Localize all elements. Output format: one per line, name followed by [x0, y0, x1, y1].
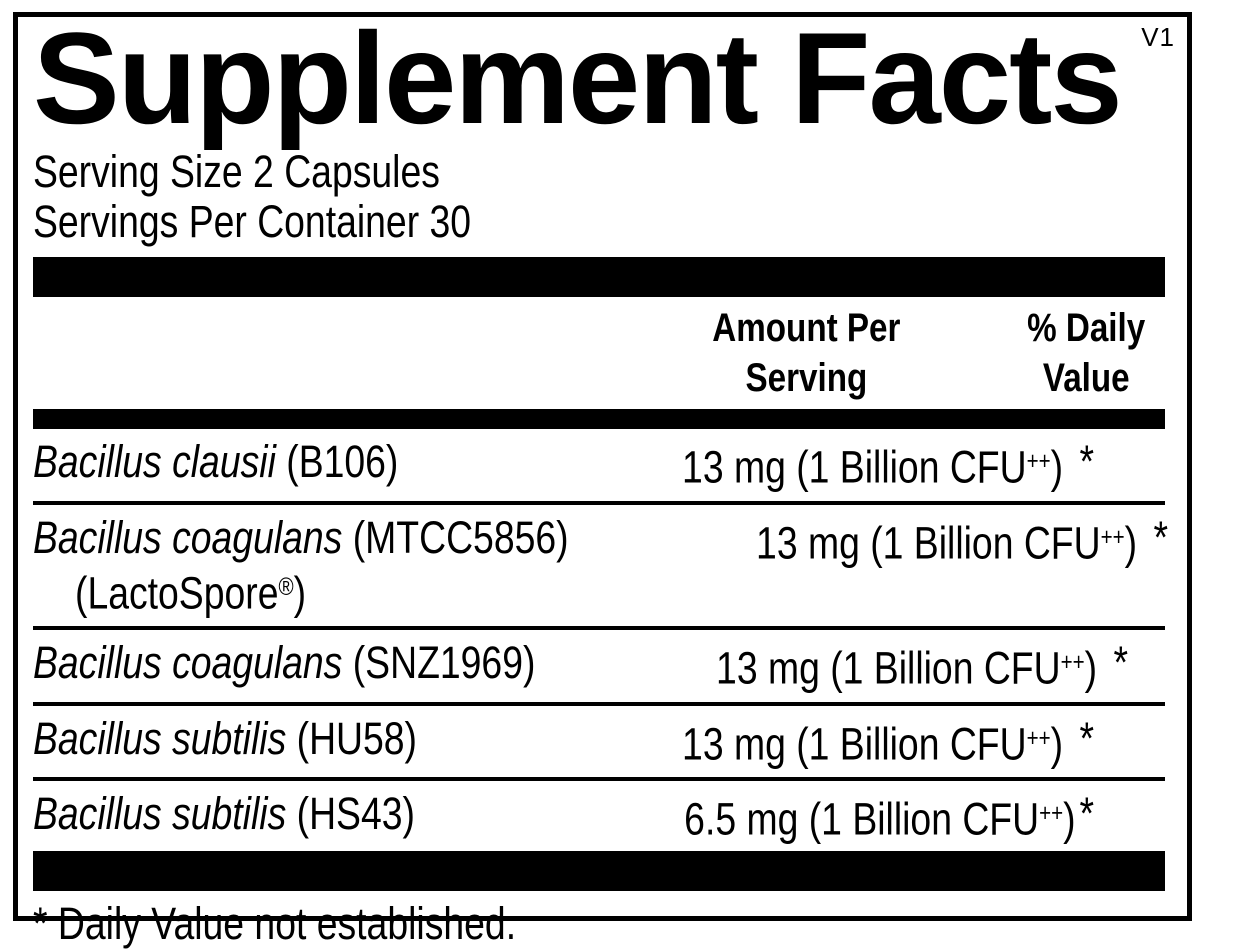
footnote-text: * Daily Value not established. [33, 898, 517, 949]
amount-text: 13 mg (1 Billion CFU [682, 718, 1027, 770]
ingredient-amount [604, 789, 1076, 846]
serving-size-line [33, 147, 1165, 197]
ingredient-amount [678, 513, 1138, 569]
ingredient-genus-species: Bacillus coagulans [33, 637, 343, 689]
amount-close: ) [1050, 718, 1064, 770]
amount-superscript: ++ [1060, 649, 1085, 677]
amount-text: 13 mg (1 Billion CFU [682, 441, 1027, 493]
ingredient-amount [638, 638, 1098, 694]
supplement-title: Supplement Facts [33, 5, 1121, 151]
amount-close: ) [1063, 794, 1076, 846]
ingredient-genus-species: Bacillus clausii [33, 436, 276, 487]
amount-close: ) [1050, 441, 1064, 493]
daily-value-asterisk: * [1079, 436, 1094, 487]
ingredient-brand: (LactoSpore [75, 567, 279, 619]
separator-bar-header [33, 409, 1165, 429]
servings-per-container-line [33, 197, 1165, 247]
ingredient-row-bacillus-coagulans-snz [33, 630, 1165, 706]
supplement-facts-panel [13, 5, 1192, 949]
ingredient-name [33, 789, 604, 839]
dv-header-line1: % Daily [1027, 306, 1146, 350]
ingredient-genus-species: Bacillus subtilis [33, 712, 287, 764]
amount-header-line2: Serving [745, 356, 867, 400]
column-headers [33, 297, 1165, 409]
amount-superscript: ++ [1026, 724, 1051, 752]
ingredient-name [33, 638, 638, 688]
ingredient-name [33, 437, 604, 487]
amount-superscript: ++ [1026, 448, 1051, 475]
separator-bar-top [33, 257, 1165, 297]
servings-per-container-text: Servings Per Container 30 [33, 196, 472, 247]
version-tag: V1 [1141, 22, 1175, 52]
ingredient-strain: (SNZ1969) [342, 637, 536, 689]
registered-trademark-symbol: ® [278, 573, 294, 601]
ingredient-amount [604, 714, 1064, 770]
ingredient-strain: (B106) [275, 436, 399, 487]
amount-per-serving-header [604, 303, 1008, 403]
ingredient-name [33, 513, 678, 619]
daily-value-asterisk: * [1153, 511, 1169, 563]
serving-size-text: Serving Size 2 Capsules [33, 146, 440, 197]
amount-text: 13 mg (1 Billion CFU [716, 642, 1061, 694]
ingredient-strain: (HS43) [286, 788, 415, 840]
footnote [33, 899, 1165, 949]
daily-value-header [1008, 303, 1165, 403]
ingredient-genus-species: Bacillus subtilis [33, 788, 287, 840]
ingredient-row-bacillus-subtilis-hs43 [33, 781, 1165, 851]
ingredient-row-bacillus-clausii [33, 429, 1165, 505]
ingredient-name [33, 714, 604, 764]
daily-value-asterisk: * [1079, 712, 1094, 764]
amount-superscript: ++ [1039, 800, 1064, 828]
ingredient-row-bacillus-coagulans-mtcc [33, 505, 1169, 631]
ingredient-strain: (MTCC5856) [342, 511, 569, 563]
ingredient-brand-close: ) [293, 567, 307, 619]
amount-close: ) [1124, 517, 1138, 569]
amount-text: 6.5 mg (1 Billion CFU [684, 794, 1040, 846]
separator-bar-bottom [33, 851, 1165, 891]
amount-text: 13 mg (1 Billion CFU [756, 517, 1101, 569]
amount-close: ) [1084, 642, 1098, 694]
dv-header-line2: Value [1043, 356, 1130, 400]
ingredient-amount [604, 437, 1064, 493]
ingredient-strain: (HU58) [286, 712, 418, 764]
ingredient-genus-species: Bacillus coagulans [33, 511, 343, 563]
amount-superscript: ++ [1100, 523, 1125, 551]
daily-value-asterisk: * [1079, 788, 1094, 840]
ingredient-row-bacillus-subtilis-hu58 [33, 706, 1165, 782]
amount-header-line1: Amount Per [711, 306, 901, 350]
daily-value-asterisk: * [1113, 637, 1129, 689]
